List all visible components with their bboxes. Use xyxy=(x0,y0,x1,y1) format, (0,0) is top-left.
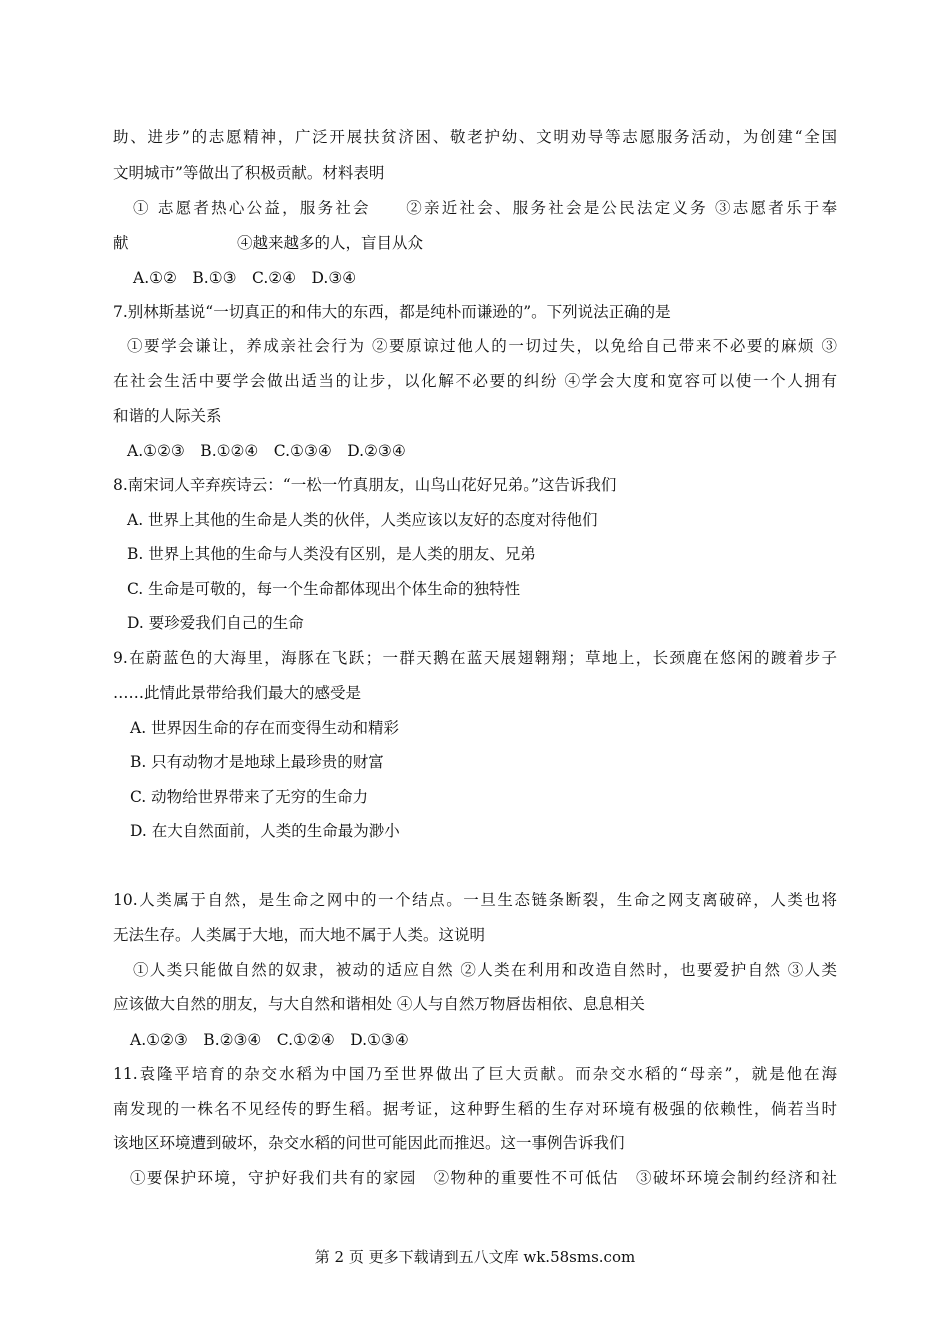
text-line: ①人类只能做自然的奴隶，被动的适应自然 ②人类在利用和改造自然时，也要爱护自然 ③人类 xyxy=(133,961,837,979)
text-line: 献 ④越来越多的人，盲目从众 xyxy=(113,234,424,252)
text-line: 和谐的人际关系 xyxy=(113,407,222,425)
answer-options: A.①②③ B.②③④ C.①②④ D.①③④ xyxy=(130,1031,409,1049)
option-b: B. 只有动物才是地球上最珍贵的财富 xyxy=(130,753,384,771)
option-c: C. 动物给世界带来了无穷的生命力 xyxy=(130,788,369,806)
answer-options: A.①② B.①③ C.②④ D.③④ xyxy=(133,269,357,287)
text-line: ……此情此景带给我们最大的感受是 xyxy=(113,684,362,702)
text-line: 南发现的一株名不见经传的野生稻。据考证，这种野生稻的生存对环境有极强的依赖性，倘若当时 xyxy=(113,1100,837,1118)
question-7: 7.别林斯基说“一切真正的和伟大的东西，都是纯朴而谦逊的”。下列说法正确的是 xyxy=(113,303,671,321)
question-9: 9.在蔚蓝色的大海里，海豚在飞跃；一群天鹅在蓝天展翅翱翔；草地上，长颈鹿在悠闲的踱着步子 xyxy=(113,649,837,667)
answer-options: A.①②③ B.①②④ C.①③④ D.②③④ xyxy=(127,442,406,460)
text-line: 文明城市”等做出了积极贡献。材料表明 xyxy=(113,164,385,182)
option-c: C. 生命是可敬的，每一个生命都体现出个体生命的独特性 xyxy=(127,580,521,598)
text-line: 在社会生活中要学会做出适当的让步，以化解不必要的纠纷 ④学会大度和宽容可以使一个人拥有 xyxy=(113,372,837,390)
text-line: ①要学会谦让，养成亲社会行为 ②要原谅过他人的一切过失，以免给自己带来不必要的麻烦 ③ xyxy=(127,337,837,355)
text-line: 该地区环境遭到破坏，杂交水稻的问世可能因此而推迟。这一事例告诉我们 xyxy=(113,1134,625,1152)
option-b: B. 世界上其他的生命与人类没有区别，是人类的朋友、兄弟 xyxy=(127,545,536,563)
page-footer: 第 2 页 更多下载请到五八文库 wk.58sms.com xyxy=(314,1248,636,1266)
option-a: A. 世界因生命的存在而变得生动和精彩 xyxy=(130,719,400,737)
question-11: 11.袁隆平培育的杂交水稻为中国乃至世界做出了巨大贡献。而杂交水稻的“母亲”，就是他在海 xyxy=(113,1065,837,1083)
question-10: 10.人类属于自然，是生命之网中的一个结点。一旦生态链条断裂，生命之网支离破碎，人类也将 xyxy=(113,891,837,909)
option-d: D. 在大自然面前，人类的生命最为渺小 xyxy=(130,822,400,840)
option-a: A. 世界上其他的生命是人类的伙伴，人类应该以友好的态度对待他们 xyxy=(127,511,598,529)
text-line: ① 志愿者热心公益，服务社会 ②亲近社会、服务社会是公民法定义务 ③志愿者乐于奉 xyxy=(133,199,837,217)
option-d: D. 要珍爱我们自己的生命 xyxy=(127,614,304,632)
text-line: 无法生存。人类属于大地，而大地不属于人类。这说明 xyxy=(113,926,486,944)
question-8: 8.南宋词人辛弃疾诗云：“一松一竹真朋友，山鸟山花好兄弟。”这告诉我们 xyxy=(113,476,617,494)
text-line: ①要保护环境，守护好我们共有的家园 ②物种的重要性不可低估 ③破坏环境会制约经济和社 xyxy=(130,1169,837,1187)
text-line: 应该做大自然的朋友，与大自然和谐相处 ④人与自然万物唇齿相依、息息相关 xyxy=(113,995,645,1013)
text-line: 助、进步”的志愿精神，广泛开展扶贫济困、敬老护幼、文明劝导等志愿服务活动，为创建“全国 xyxy=(113,128,837,146)
